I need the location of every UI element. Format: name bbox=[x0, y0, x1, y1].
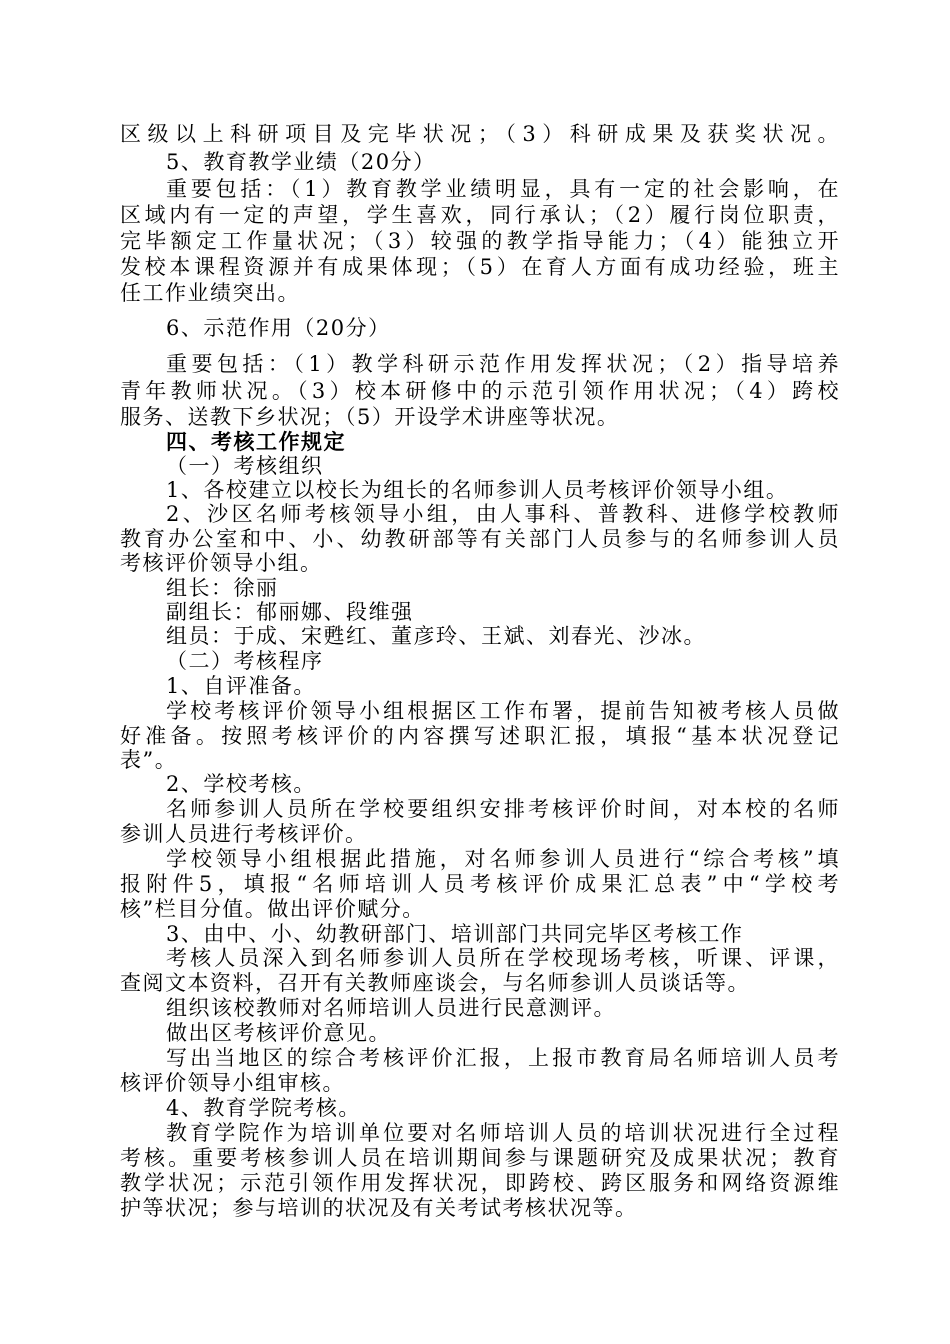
text-line: 表”。 bbox=[120, 748, 178, 772]
text-line: 学校领导小组根据此措施，对名师参训人员进行“综合考核”填 bbox=[166, 847, 840, 871]
text-line: 教学状况；示范引领作用发挥状况，即跨校、跨区服务和网络资源维 bbox=[120, 1171, 840, 1195]
text-line: 考核。重要考核参训人员在培训期间参与课题研究及成果状况；教育 bbox=[120, 1146, 840, 1170]
text-line: 服务、送教下乡状况；（5）开设学术讲座等状况。 bbox=[120, 405, 620, 429]
text-line: 4、教育学院考核。 bbox=[166, 1096, 361, 1120]
subsection-heading: （一）考核组织 bbox=[166, 454, 324, 478]
text-line: 2、沙区名师考核领导小组，由人事科、普教科、进修学校教师 bbox=[166, 502, 840, 526]
chapter-heading: 四、考核工作规定 bbox=[166, 429, 346, 454]
text-line: 1、自评准备。 bbox=[166, 674, 316, 698]
text-line: 区域内有一定的声望，学生喜欢，同行承认；（2）履行岗位职责， bbox=[120, 203, 840, 227]
section-heading: 6、示范作用（20分） bbox=[166, 316, 391, 340]
text-line: 3、由中、小、幼教研部门、培训部门共同完毕区考核工作 bbox=[166, 922, 744, 946]
text-line: 名师参训人员所在学校要组织安排考核评价时间，对本校的名师 bbox=[166, 797, 840, 821]
text-line: 副组长：郁丽娜、段维强 bbox=[166, 600, 414, 624]
text-line: 护等状况；参与培训的状况及有关考试考核状况等。 bbox=[120, 1196, 638, 1220]
text-line: 1、各校建立以校长为组长的名师参训人员考核评价领导小组。 bbox=[166, 478, 789, 502]
text-line: 好准备。按照考核评价的内容撰写述职汇报，填报“基本状况登记 bbox=[120, 724, 840, 748]
text-line: 2、学校考核。 bbox=[166, 772, 316, 796]
text-line: 青年教师状况。（3）校本研修中的示范引领作用状况；（4）跨校 bbox=[120, 379, 840, 403]
text-line: 核评价领导小组审核。 bbox=[120, 1071, 345, 1095]
text-line: 重要包括：（1）教育教学业绩明显，具有一定的社会影响，在 bbox=[166, 177, 840, 201]
text-line: 写出当地区的综合考核评价汇报，上报市教育局名师培训人员考 bbox=[166, 1046, 840, 1070]
text-line: 教育学院作为培训单位要对名师培训人员的培训状况进行全过程 bbox=[166, 1121, 840, 1145]
text-line: 重要包括：（1）教学科研示范作用发挥状况；（2）指导培养 bbox=[166, 352, 840, 376]
text-line: 报附件5，填报“名师培训人员考核评价成果汇总表”中“学校考 bbox=[120, 872, 840, 896]
text-line: 组长：徐丽 bbox=[166, 576, 279, 600]
text-line: 任工作业绩突出。 bbox=[120, 281, 300, 305]
text-line: 查阅文本资料，召开有关教师座谈会，与名师参训人员谈话等。 bbox=[120, 971, 750, 995]
text-line: 做出区考核评价意见。 bbox=[166, 1021, 391, 1045]
section-heading: 5、教育教学业绩（20分） bbox=[166, 150, 436, 174]
text-line: 区级以上科研项目及完毕状况；（3）科研成果及获奖状况。 bbox=[120, 122, 840, 146]
text-line: 学校考核评价领导小组根据区工作布署，提前告知被考核人员做 bbox=[166, 699, 840, 723]
text-line: 教育办公室和中、小、幼教研部等有关部门人员参与的名师参训人员 bbox=[120, 527, 840, 551]
text-line: 参训人员进行考核评价。 bbox=[120, 822, 368, 846]
text-line: 核”栏目分值。做出评价赋分。 bbox=[120, 897, 425, 921]
text-line: 组员：于成、宋甦红、董彦玲、王斌、刘春光、沙冰。 bbox=[166, 624, 706, 648]
text-line: 考核评价领导小组。 bbox=[120, 551, 323, 575]
text-line: 完毕额定工作量状况；（3）较强的教学指导能力；（4）能独立开 bbox=[120, 229, 840, 253]
text-line: 组织该校教师对名师培训人员进行民意测评。 bbox=[166, 996, 616, 1020]
text-line: 发校本课程资源并有成果体现；（5）在育人方面有成功经验，班主 bbox=[120, 255, 840, 279]
subsection-heading: （二）考核程序 bbox=[166, 649, 324, 673]
text-line: 考核人员深入到名师参训人员所在学校现场考核，听课、评课， bbox=[166, 946, 840, 970]
